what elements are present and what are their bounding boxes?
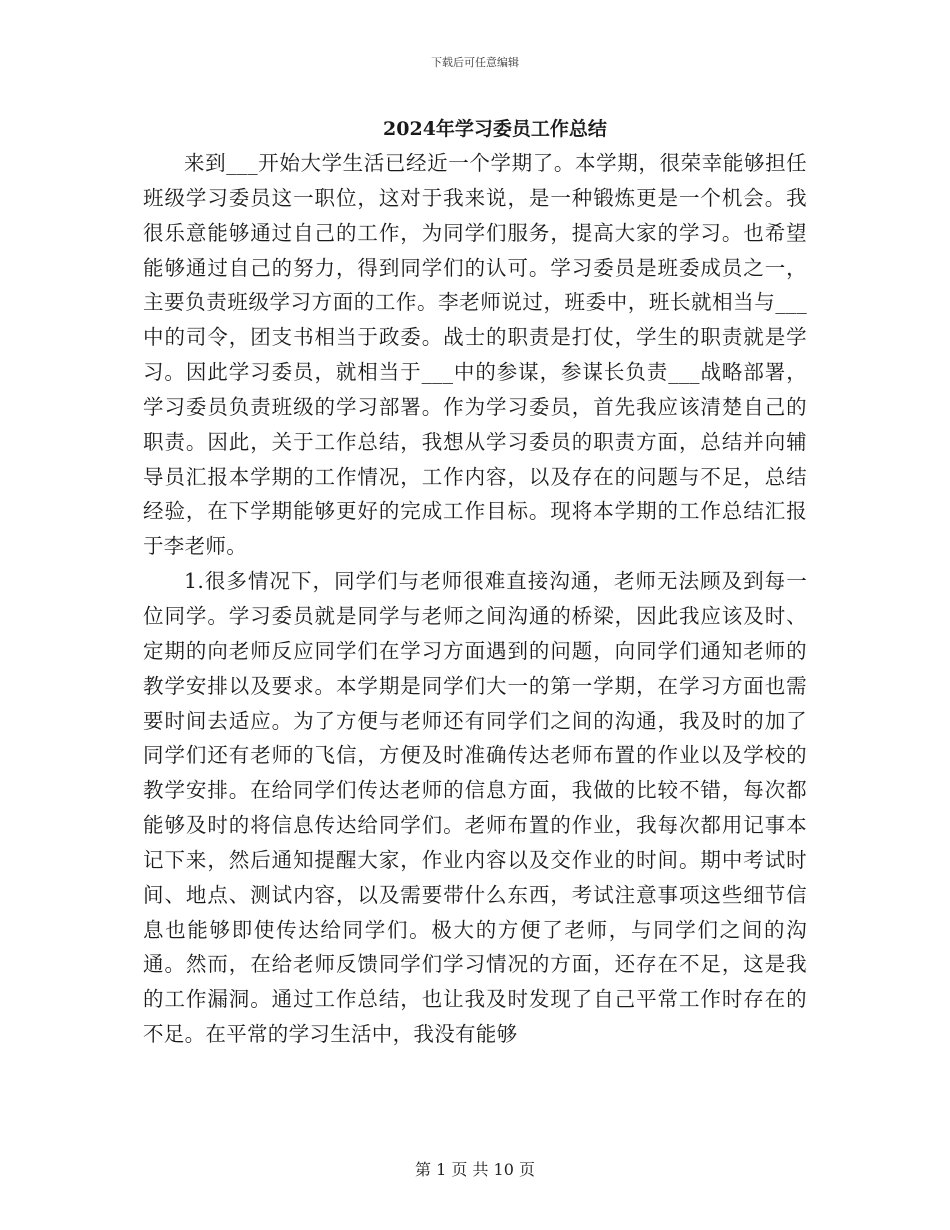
page-footer: 第 1 页 共 10 页	[415, 1160, 535, 1179]
paragraph-intro: 来到___开始大学生活已经近一个学期了。本学期，很荣幸能够担任班级学习委员这一职位，这对于我来说，是一种锻炼更是一个机会。我很乐意能够通过自己的工作，为同学们服务，提高大家的学习。也希望能够通过自己的努力，得到同学们的认可。学习委员是班委成员之一，主要负责班级学习方面的工作。李老师说过，班委中，班长就相当与___中的司令，团支书相当于政委。战士的职责是打仗，学生的职责就是学习。因此学习委员，就相当于___中的参谋，参谋长负责___战略部署，学习委员负责班级的学习部署。作为学习委员，首先我应该清楚自己的职责。因此，关于工作总结，我想从学习委员的职责方面，总结并向辅导员汇报本学期的工作情况，工作内容，以及存在的问题与不足，总结经验，在下学期能够更好的完成工作目标。现将本学期的工作总结汇报于李老师。	[143, 151, 807, 559]
header-note: 下载后可任意编辑	[431, 56, 519, 69]
document-body	[143, 146, 807, 1052]
document-title: 2024年学习委员工作总结	[383, 118, 607, 140]
paragraph-item-1: 1.很多情况下，同学们与老师很难直接沟通，老师无法顾及到每一位同学。学习委员就是同学与老师之间沟通的桥梁，因此我应该及时、定期的向老师反应同学们在学习方面遇到的问题，向同学们通知老师的教学安排以及要求。本学期是同学们大一的第一学期，在学习方面也需要时间去适应。为了方便与老师还有同学们之间的沟通，我及时的加了同学们还有老师的飞信，方便及时准确传达老师布置的作业以及学校的教学安排。在给同学们传达老师的信息方面，我做的比较不错，每次都能够及时的将信息传达给同学们。老师布置的作业，我每次都用记事本记下来，然后通知提醒大家，作业内容以及交作业的时间。期中考试时间、地点、测试内容，以及需要带什么东西，考试注意事项这些细节信息也能够即使传达给同学们。极大的方便了老师，与同学们之间的沟通。然而，在给老师反馈同学们学习情况的方面，还存在不足，这是我的工作漏洞。通过工作总结，也让我及时发现了自己平常工作时存在的不足。在平常的学习生活中，我没有能够	[143, 569, 807, 1047]
